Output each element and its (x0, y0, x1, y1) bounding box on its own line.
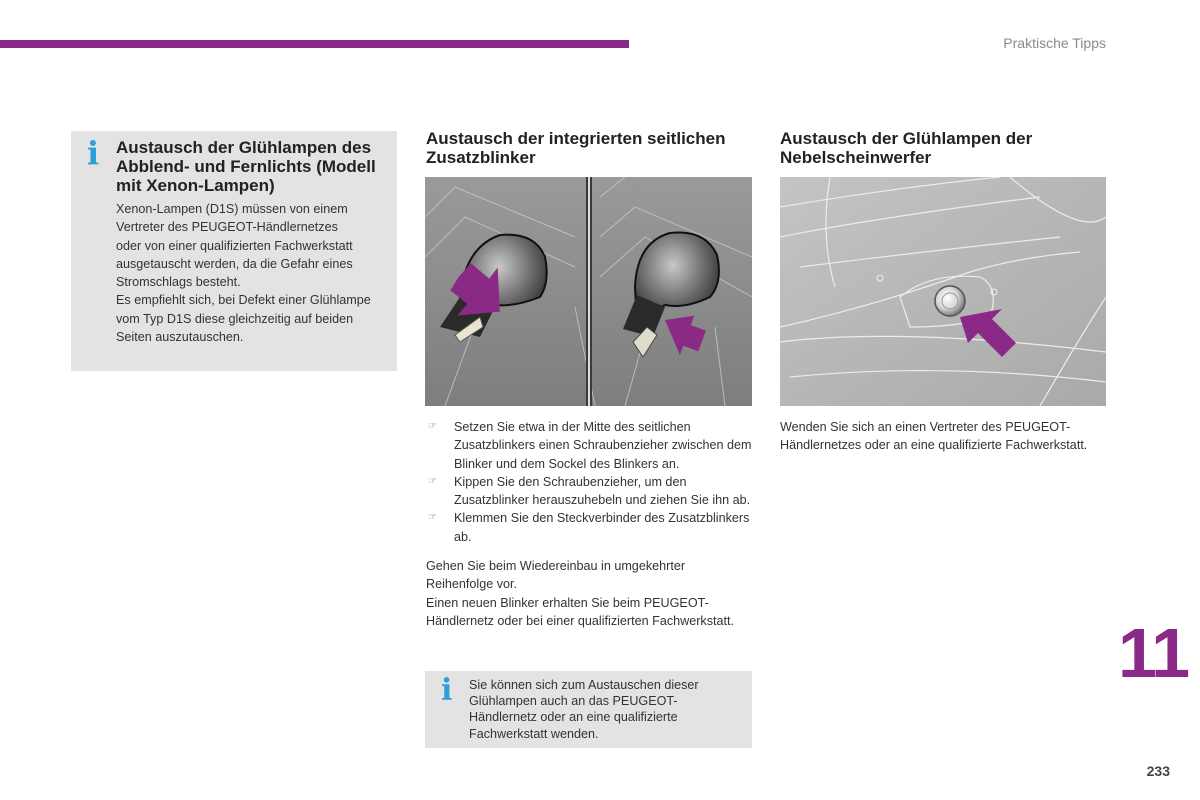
side-indicator-title: Austausch der integrierten seitlichen Zusatzblinker (426, 129, 726, 167)
list-item (426, 418, 756, 473)
info-icon: i (87, 134, 100, 172)
xenon-info-text (116, 200, 396, 346)
section-label: Praktische Tipps (1003, 35, 1106, 51)
chapter-number: 11 (1118, 614, 1188, 692)
fog-lamp-text: Wenden Sie sich an einen Vertreter des PEUGEOT-Händlernetzes oder an eine qualifizierte Fachwerkstatt. (780, 420, 1088, 453)
hand-pointer-icon: ☞ (428, 475, 437, 487)
steps-list (426, 418, 756, 546)
fog-illustration-svg (780, 177, 1106, 406)
step-text: Setzen Sie etwa in der Mitte des seitlichen Zusatzblinkers einen Schraubenzieher zwischen dem Blinker und dem Sockel des Blinkers an. (454, 420, 752, 471)
text-line: ausgetauscht werden, da die Gefahr eines (116, 256, 353, 271)
xenon-info-title: Austausch der Glühlampen des Abblend- und Fernlichts (Modell mit Xenon-Lampen) (116, 138, 376, 195)
dealer-info-box (425, 671, 752, 748)
page-number: 233 (1146, 763, 1170, 779)
text-line: Xenon-Lampen (D1S) müssen von einem (116, 202, 348, 216)
step-text: Klemmen Sie den Steckverbinder des Zusatzblinkers ab. (454, 511, 750, 544)
step-text: Kippen Sie den Schraubenzieher, um den Zusatzblinker herauszuhebeln und ziehen Sie ihn ab. (454, 474, 751, 508)
header-accent-bar (0, 40, 629, 48)
list-item (426, 473, 756, 510)
text-line: vom Typ D1S diese gleichzeitig auf beiden (116, 311, 354, 326)
xenon-info-box (71, 131, 397, 371)
fog-lamp-title: Austausch der Glühlampen der Nebelscheinwerfer (780, 129, 1033, 167)
fog-lamp-illustration (780, 177, 1106, 406)
reassembly-note: Gehen Sie beim Wiedereinbau in umgekehrter Reihenfolge vor. (426, 559, 686, 592)
list-item (426, 509, 756, 546)
mirror-illustration-svg (425, 177, 752, 406)
info-icon: i (441, 673, 453, 708)
mirror-indicator-illustration (425, 177, 752, 406)
text-line: Seiten auszutauschen. (116, 330, 244, 345)
text-line: Vertreter des PEUGEOT-Händlernetzes (116, 220, 338, 235)
text-line: Stromschlags besteht. (116, 275, 241, 290)
text-line: oder von einer qualifizierten Fachwerkstatt (116, 238, 353, 253)
hand-pointer-icon: ☞ (428, 421, 437, 432)
dealer-info-text: Sie können sich zum Austauschen dieser Glühlampen auch an das PEUGEOT-Händlernetz oder an eine qualifizierte Fachwerkstatt wenden. (469, 678, 699, 741)
text-line: Es empfiehlt sich, bei Defekt einer Glühlampe (116, 293, 371, 308)
dealer-note: Einen neuen Blinker erhalten Sie beim PEUGEOT-Händlernetz oder bei einer qualifizierten Fachwerkstatt. (426, 596, 735, 629)
hand-pointer-icon: ☞ (428, 512, 437, 524)
